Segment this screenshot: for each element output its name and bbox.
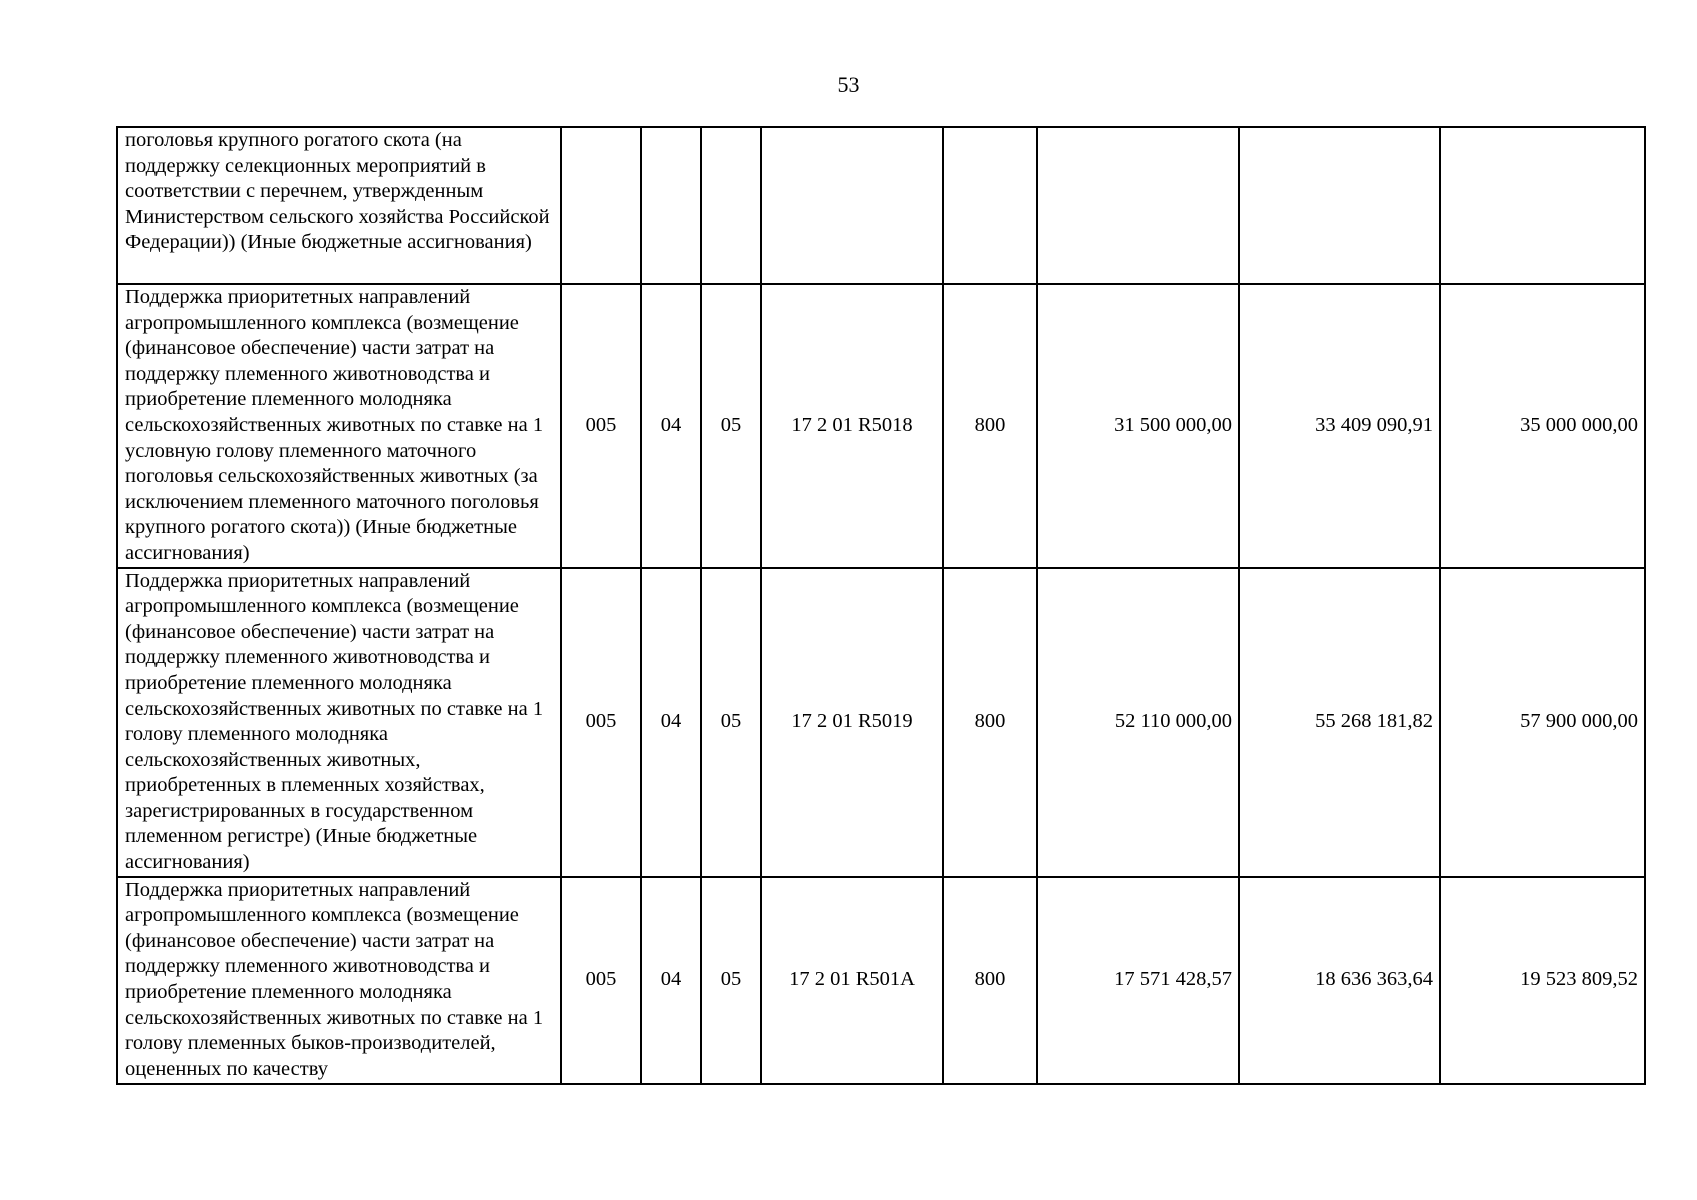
row-description: Поддержка приоритетных направлений агропромышленного комплекса (возмещение (финансовое обеспечение) части затрат на поддержку племенного животноводства и приобретение племенного молодняка сельскохозяйственных животных по ставке на 1 голову племенных быков-производителей, оцененных по качеству bbox=[117, 877, 561, 1084]
amount-year-1 bbox=[1037, 127, 1239, 284]
page-number: 53 bbox=[837, 72, 860, 97]
section-code: 04 bbox=[641, 568, 701, 877]
ministry-code: 005 bbox=[561, 284, 641, 568]
amount-year-3: 35 000 000,00 bbox=[1440, 284, 1645, 568]
amount-year-2: 18 636 363,64 bbox=[1239, 877, 1440, 1084]
expense-type-code: 800 bbox=[943, 284, 1037, 568]
expense-type-code bbox=[943, 127, 1037, 284]
expense-type-code: 800 bbox=[943, 877, 1037, 1084]
amount-year-2: 33 409 090,91 bbox=[1239, 284, 1440, 568]
amount-year-1: 52 110 000,00 bbox=[1037, 568, 1239, 877]
amount-year-1: 31 500 000,00 bbox=[1037, 284, 1239, 568]
subsection-code: 05 bbox=[701, 284, 761, 568]
target-article-code: 17 2 01 R5018 bbox=[761, 284, 943, 568]
section-code bbox=[641, 127, 701, 284]
subsection-code: 05 bbox=[701, 568, 761, 877]
table-row bbox=[117, 284, 1645, 568]
amount-year-2 bbox=[1239, 127, 1440, 284]
target-article-code: 17 2 01 R501A bbox=[761, 877, 943, 1084]
amount-year-2: 55 268 181,82 bbox=[1239, 568, 1440, 877]
target-article-code: 17 2 01 R5019 bbox=[761, 568, 943, 877]
row-description: Поддержка приоритетных направлений агропромышленного комплекса (возмещение (финансовое обеспечение) части затрат на поддержку племенного животноводства и приобретение племенного молодняка сельскохозяйственных животных по ставке на 1 условную голову племенного маточного поголовья сельскохозяйственных животных (за исключением племенного маточного поголовья крупного рогатого скота)) (Иные бюджетные ассигнования) bbox=[117, 284, 561, 568]
amount-year-3: 57 900 000,00 bbox=[1440, 568, 1645, 877]
amount-year-3 bbox=[1440, 127, 1645, 284]
subsection-code bbox=[701, 127, 761, 284]
ministry-code: 005 bbox=[561, 568, 641, 877]
table-row bbox=[117, 877, 1645, 1084]
target-article-code bbox=[761, 127, 943, 284]
subsection-code: 05 bbox=[701, 877, 761, 1084]
ministry-code: 005 bbox=[561, 877, 641, 1084]
amount-year-1: 17 571 428,57 bbox=[1037, 877, 1239, 1084]
table-row bbox=[117, 127, 1645, 284]
ministry-code bbox=[561, 127, 641, 284]
row-description: Поддержка приоритетных направлений агропромышленного комплекса (возмещение (финансовое обеспечение) части затрат на поддержку племенного животноводства и приобретение племенного молодняка сельскохозяйственных животных по ставке на 1 голову племенного молодняка сельскохозяйственных животных, приобретенных в племенных хозяйствах, зарегистрированных в государственном племенном регистре) (Иные бюджетные ассигнования) bbox=[117, 568, 561, 877]
amount-year-3: 19 523 809,52 bbox=[1440, 877, 1645, 1084]
budget-table bbox=[116, 126, 1646, 1085]
expense-type-code: 800 bbox=[943, 568, 1037, 877]
section-code: 04 bbox=[641, 284, 701, 568]
table-row bbox=[117, 568, 1645, 877]
section-code: 04 bbox=[641, 877, 701, 1084]
row-description: поголовья крупного рогатого скота (на поддержку селекционных мероприятий в соответствии с перечнем, утвержденным Министерством сельского хозяйства Российской Федерации)) (Иные бюджетные ассигнования) bbox=[117, 127, 561, 284]
